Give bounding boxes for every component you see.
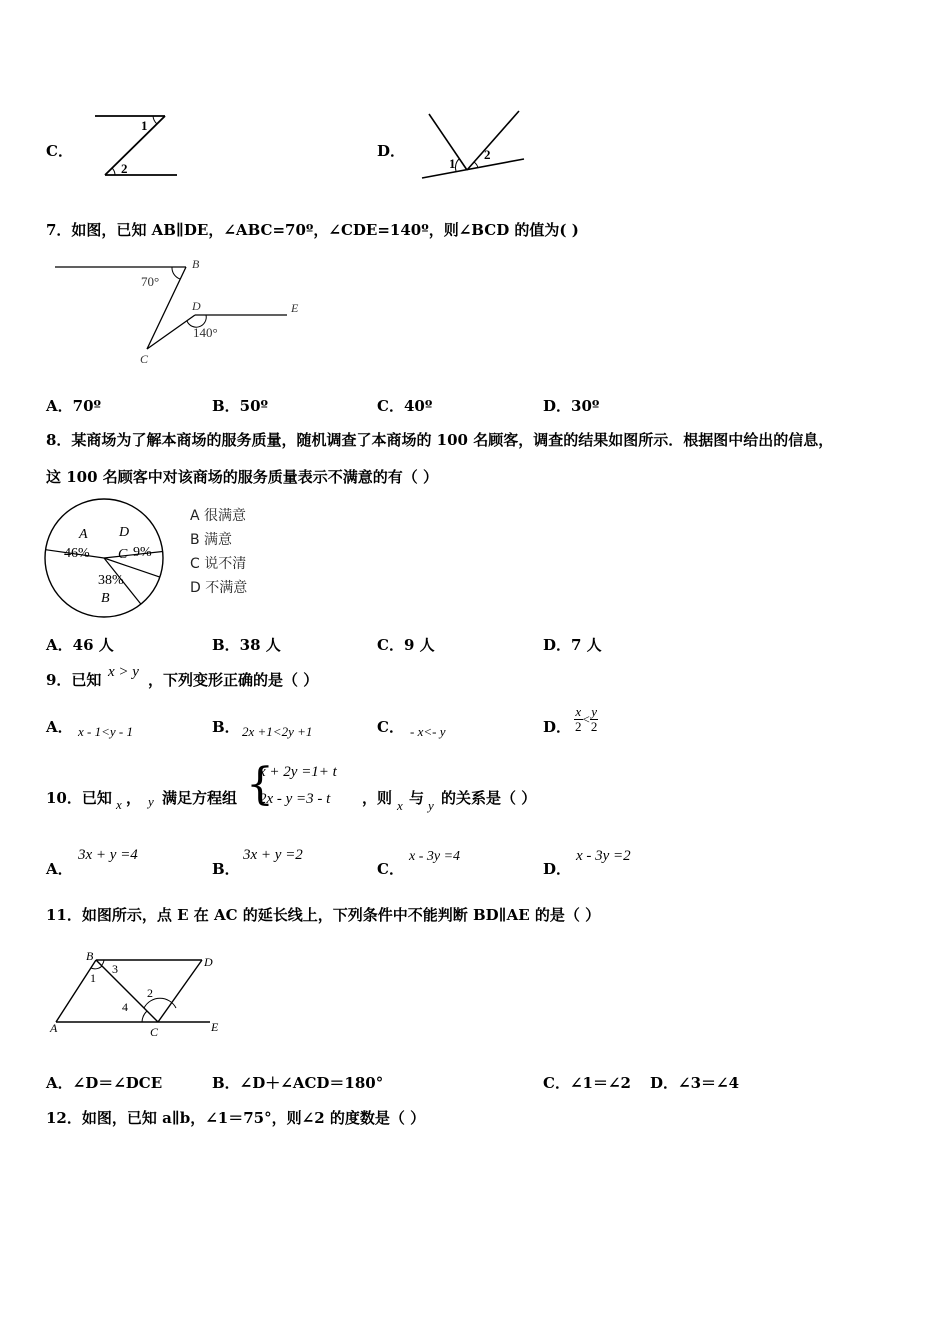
q10-var-y-2: y xyxy=(428,798,434,813)
q7-option-c[interactable]: C．40º xyxy=(377,397,433,415)
q6c-angle-2: 2 xyxy=(121,161,128,176)
q11-point-a: A xyxy=(50,1021,58,1035)
q6-option-d-label: D． xyxy=(377,142,406,160)
q8-legend xyxy=(190,504,247,600)
q11-option-d[interactable]: D．∠3＝∠4 xyxy=(650,1074,740,1092)
legend-item-a: A 很满意 xyxy=(190,508,247,524)
q10-option-a-label[interactable]: A． xyxy=(46,860,73,878)
q11-figure xyxy=(44,944,234,1044)
q10-option-c-label[interactable]: C． xyxy=(377,860,404,878)
q6-figure-d xyxy=(420,108,528,184)
q8-stem-line2: 这 100 名顾客中对该商场的服务质量表示不满意的有（ ） xyxy=(46,468,438,486)
q11-angle-2: 2 xyxy=(147,986,153,1000)
q10-option-b-expr[interactable]: 3x + y =2 xyxy=(243,847,303,863)
q6c-angle-1: 1 xyxy=(141,118,148,133)
q11-stem: 11．如图所示，点 E 在 AC 的延长线上，下列条件中不能判断 BD∥AE 的是（ ） xyxy=(46,906,601,924)
q9-option-d-expr[interactable]: $\frac{x}{2}$ < $\frac{y}{2}$ xyxy=(575,704,598,734)
q9-option-d-label[interactable]: D． xyxy=(543,718,572,736)
q10-eq2: 2x - y =3 - t xyxy=(259,791,331,807)
pie-value-b: 38% xyxy=(98,573,124,588)
q10-system-brace: { xyxy=(246,759,274,810)
legend-item-c: C 说不清 xyxy=(190,556,247,572)
q10-comma: ， xyxy=(126,789,142,807)
pie-label-b: B xyxy=(101,591,110,606)
q8-stem-line1: 8．某商场为了解本商场的服务质量，随机调查了本商场的 100 名顾客，调查的结果如图所示．根据图中给出的信息， xyxy=(46,431,834,449)
q10-stem-and: 与 xyxy=(409,789,425,807)
q10-var-y: y xyxy=(148,794,154,809)
q11-angle-1: 1 xyxy=(90,971,96,985)
q10-stem-then: ，则 xyxy=(362,789,393,807)
q11-option-a[interactable]: A．∠D＝∠DCE xyxy=(46,1074,163,1092)
q11-option-b[interactable]: B．∠D＋∠ACD＝180° xyxy=(212,1074,384,1092)
q9-stem-pre: 9．已知 xyxy=(46,671,102,689)
q10-stem-pre: 10．已知 xyxy=(46,789,112,807)
q7-option-d[interactable]: D．30º xyxy=(543,397,600,415)
q6d-angle-2: 2 xyxy=(484,147,491,162)
pie-label-a: A xyxy=(79,527,88,542)
q11-option-c[interactable]: C．∠1＝∠2 xyxy=(543,1074,631,1092)
q7-angle-70: 70° xyxy=(141,274,160,289)
q9-option-b-expr[interactable]: 2x +1<2y +1 xyxy=(242,724,313,739)
pie-label-d: D xyxy=(119,525,130,540)
q8-option-b[interactable]: B．38 人 xyxy=(212,636,281,654)
q6-option-c-label: C． xyxy=(46,142,73,160)
q10-stem-post: 的关系是（ ） xyxy=(441,789,537,807)
q8-option-c[interactable]: C．9 人 xyxy=(377,636,435,654)
q9-stem-math: x > y xyxy=(108,664,139,680)
q9-stem-post: ，下列变形正确的是（ ） xyxy=(148,671,319,689)
q9-option-a-expr[interactable]: x - 1<y - 1 xyxy=(78,724,133,739)
q11-point-e: E xyxy=(211,1020,219,1034)
q11-angle-4: 4 xyxy=(122,1000,128,1014)
q10-option-c-expr[interactable]: x - 3y =4 xyxy=(409,849,461,864)
q12-stem: 12．如图，已知 a∥b，∠1＝75°，则∠2 的度数是（ ） xyxy=(46,1109,426,1127)
q9-frac-y: $\frac{y}{2}$ xyxy=(590,704,598,734)
q7-stem: 7．如图，已知 AB∥DE，∠ABC=70º，∠CDE=140º，则∠BCD 的值为( ) xyxy=(46,221,579,239)
q10-var-x-2: x xyxy=(397,798,403,813)
q11-point-d: D xyxy=(204,955,213,969)
q11-angle-3: 3 xyxy=(112,962,118,976)
q7-angle-140: 140° xyxy=(193,325,218,340)
pie-value-c: 9% xyxy=(133,545,152,560)
q8-option-d[interactable]: D．7 人 xyxy=(543,636,602,654)
legend-item-b: B 满意 xyxy=(190,532,233,548)
q10-stem-mid: 满足方程组 xyxy=(162,789,238,807)
q10-eq1: x + 2y =1+ t xyxy=(259,764,337,780)
q10-var-x: x xyxy=(116,797,122,812)
q9-option-a-label[interactable]: A． xyxy=(46,718,73,736)
q9-frac-x: $\frac{x}{2}$ xyxy=(575,704,582,734)
legend-item-d: D 不满意 xyxy=(190,580,248,596)
q6-figure-c xyxy=(95,110,185,182)
q8-pie-chart xyxy=(42,496,172,620)
q10-option-a-expr[interactable]: 3x + y =4 xyxy=(78,847,138,863)
q7-point-b: B xyxy=(192,258,200,271)
pie-label-c: C xyxy=(118,547,128,562)
q7-point-e: E xyxy=(291,301,299,315)
q10-option-d-expr[interactable]: x - 3y =2 xyxy=(576,848,631,864)
q9-option-b-label[interactable]: B． xyxy=(212,718,240,736)
q7-figure xyxy=(55,258,315,373)
q6d-angle-1: 1 xyxy=(449,156,456,171)
q7-point-d: D xyxy=(192,299,201,313)
q8-option-a[interactable]: A．46 人 xyxy=(46,636,114,654)
q10-option-d-label[interactable]: D． xyxy=(543,860,572,878)
q7-option-b[interactable]: B．50º xyxy=(212,397,269,415)
q9-option-c-label[interactable]: C． xyxy=(377,718,404,736)
q9-option-c-expr[interactable]: - x<- y xyxy=(410,724,446,739)
q7-option-a[interactable]: A．70º xyxy=(46,397,102,415)
q10-option-b-label[interactable]: B． xyxy=(212,860,240,878)
q7-point-c: C xyxy=(140,352,149,366)
q11-point-b: B xyxy=(86,949,94,963)
pie-value-a: 46% xyxy=(64,546,90,561)
q11-point-c: C xyxy=(150,1025,159,1039)
